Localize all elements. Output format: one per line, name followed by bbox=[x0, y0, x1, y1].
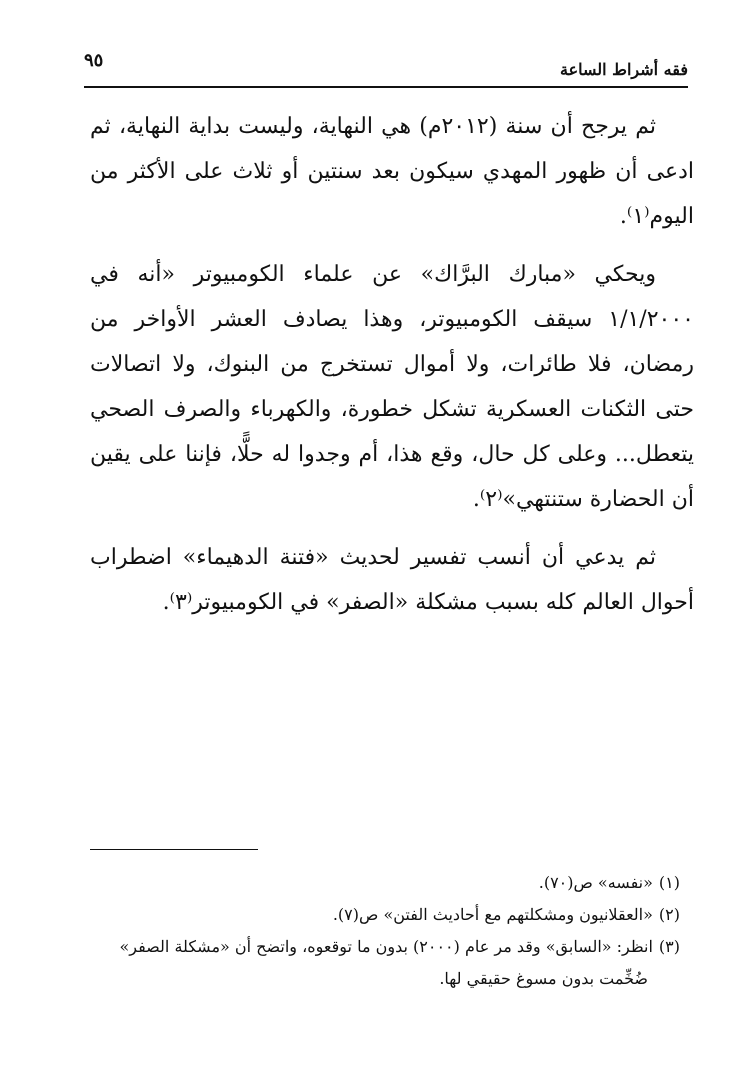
page-header bbox=[84, 48, 688, 88]
footnote bbox=[64, 867, 680, 899]
footnote bbox=[64, 899, 680, 931]
page-number: ٩٥ bbox=[84, 50, 104, 71]
footnote-number: (٢) bbox=[658, 905, 680, 924]
footnote-text: انظر: «السابق» وقد مر عام (٢٠٠٠) بدون ما توقعوه، واتضح أن «مشكلة الصفر» bbox=[119, 937, 653, 956]
footnote bbox=[64, 931, 680, 995]
main-text bbox=[90, 104, 694, 638]
footnote-text: «نفسه» ص(٧٠). bbox=[538, 873, 653, 892]
running-title: فقه أشراط الساعة bbox=[560, 60, 688, 79]
paragraph: ويحكي «مبارك البرَّاك» عن علماء الكومبيوتر «أنه في ١/١/٢٠٠٠ سيقف الكومبيوتر، وهذا يصادف العشر الأواخر من رمضان، فلا طائرات، ولا أموال تستخرج من البنوك، ولا اتصالات حتى الثكنات العسكرية تشكل خطورة، والكهرباء والصرف الصحي يتعطل... وعلى كل حال، وقع هذا، أم وجدوا له حلًّا، فإننا على يقين أن الحضارة ستنتهي»⁽٢⁾. bbox=[90, 262, 694, 512]
footnote-number: (١) bbox=[658, 873, 680, 892]
footnote-continuation: ضُخِّمت بدون مسوغ حقيقي لها. bbox=[439, 969, 648, 988]
paragraph: ثم يرجح أن سنة (٢٠١٢م) هي النهاية، وليست بداية النهاية، ثم ادعى أن ظهور المهدي سيكون بعد سنتين أو ثلاث على الأكثر من اليوم⁽١⁾. bbox=[90, 114, 694, 229]
footnote-number: (٣) bbox=[658, 937, 680, 956]
footnotes bbox=[64, 867, 680, 995]
footnote-text: «العقلانيون ومشكلتهم مع أحاديث الفتن» ص(٧). bbox=[332, 905, 653, 924]
paragraph: ثم يدعي أن أنسب تفسير لحديث «فتنة الدهيماء» اضطراب أحوال العالم كله بسبب مشكلة «الصفر» في الكومبيوتر⁽٣⁾. bbox=[90, 545, 694, 615]
footnote-separator bbox=[90, 849, 258, 850]
